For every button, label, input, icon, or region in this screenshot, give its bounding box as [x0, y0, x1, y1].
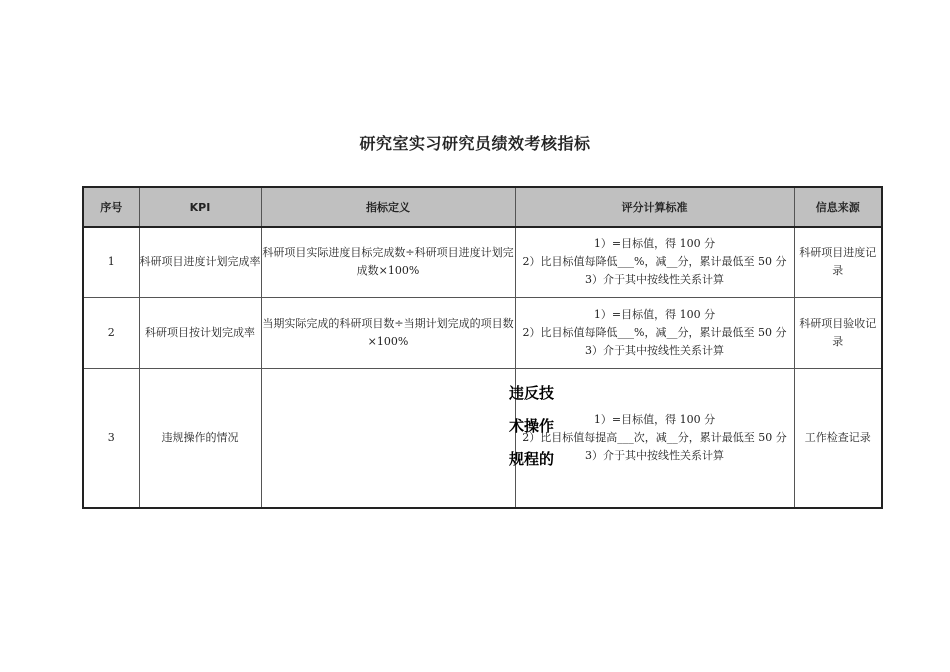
- header-criteria: 评分计算标准: [515, 187, 794, 227]
- row-source: 科研项目进度记录: [794, 227, 882, 297]
- row-index: 1: [83, 227, 139, 297]
- header-index: 序号: [83, 187, 139, 227]
- row-definition: [261, 368, 515, 508]
- row-kpi: 科研项目进度计划完成率: [139, 227, 261, 297]
- header-source: 信息来源: [794, 187, 882, 227]
- criteria-line: 1）=目标值，得 100 分: [593, 237, 716, 251]
- criteria-line: 3）介于其中按线性关系计算: [585, 343, 724, 357]
- row-kpi: 科研项目按计划完成率: [139, 297, 261, 368]
- row-source: 科研项目验收记录: [794, 297, 882, 368]
- table-header-row: [83, 187, 882, 227]
- header-definition: 指标定义: [261, 187, 515, 227]
- table-row: [83, 368, 882, 508]
- row-source: 工作检查记录: [794, 368, 882, 508]
- criteria-line: 2）比目标值每降低___%，减__分，累计最低至 50 分: [522, 325, 787, 339]
- criteria-line: 1）=目标值，得 100 分: [593, 412, 716, 426]
- header-kpi: KPI: [139, 187, 261, 227]
- overlapping-text-block: [509, 377, 589, 476]
- row-definition: 当期实际完成的科研项目数÷当期计划完成的项目数×100%: [261, 297, 515, 368]
- criteria-line: 2）比目标值每降低___%，减__分，累计最低至 50 分: [522, 255, 787, 269]
- row-index: 3: [83, 368, 139, 508]
- criteria-line: 3）介于其中按线性关系计算: [585, 448, 724, 462]
- document-title: 研究室实习研究员绩效考核指标: [359, 134, 591, 153]
- criteria-line: 1）=目标值，得 100 分: [593, 307, 716, 321]
- table-row: [83, 297, 882, 368]
- overlay-line: 违反技: [509, 384, 555, 402]
- criteria-line: 2）比目标值每提高___次，减__分，累计最低至 50 分: [522, 430, 787, 444]
- kpi-table: [82, 186, 883, 509]
- row-index: 2: [83, 297, 139, 368]
- criteria-line: 3）介于其中按线性关系计算: [585, 273, 724, 287]
- overlay-line: 术操作: [509, 417, 555, 435]
- row-criteria: [515, 227, 794, 297]
- overlay-line: 规程的: [509, 450, 555, 468]
- row-kpi: 违规操作的情况: [139, 368, 261, 508]
- row-criteria: [515, 297, 794, 368]
- table-row: [83, 227, 882, 297]
- row-definition: 科研项目实际进度目标完成数÷科研项目进度计划完成数×100%: [261, 227, 515, 297]
